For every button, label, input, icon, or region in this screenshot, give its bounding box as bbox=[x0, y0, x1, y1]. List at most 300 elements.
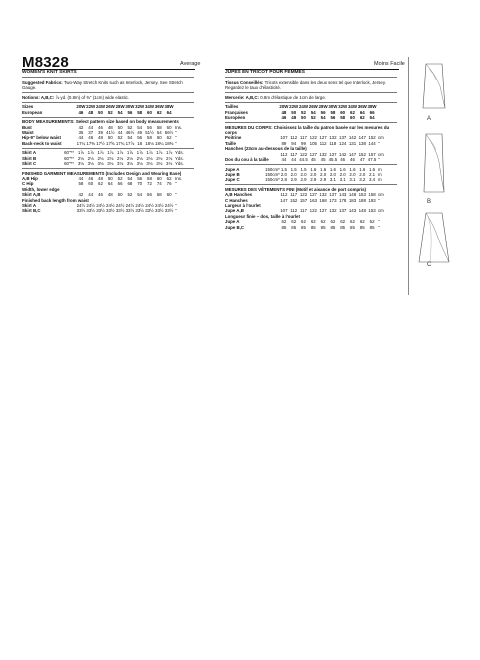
table-cell: 122 bbox=[299, 192, 308, 198]
table-cell: 1.6 bbox=[320, 166, 327, 172]
table-cell: 2.9 bbox=[290, 177, 297, 183]
table-cell: 178 bbox=[339, 197, 347, 203]
table-cell: 107 bbox=[280, 208, 288, 214]
table-cell: 24W bbox=[95, 104, 105, 110]
row-label: Jupe B,C bbox=[225, 224, 245, 230]
table-row bbox=[225, 225, 397, 230]
table-cell: 2⅛ bbox=[156, 155, 163, 161]
table-cell: 62 bbox=[330, 219, 336, 225]
table-cell: 54 bbox=[127, 135, 133, 141]
table-cell: 3.1 bbox=[339, 177, 346, 183]
table-cell: 20W bbox=[279, 104, 289, 110]
table-cell: 32W bbox=[338, 104, 348, 110]
table-cell: 56 bbox=[137, 176, 143, 182]
table-cell: 48 bbox=[98, 176, 103, 182]
table-cell: 33½ bbox=[145, 208, 154, 214]
row-unit: " bbox=[174, 135, 177, 141]
table-cell: 2⅛ bbox=[107, 155, 114, 161]
table-cell: 64 bbox=[107, 181, 113, 187]
table-cell: 64 bbox=[359, 109, 365, 115]
table-cell: 112 bbox=[319, 140, 327, 146]
table-cell: 62 bbox=[98, 181, 103, 187]
table-cell: 35 bbox=[78, 129, 84, 135]
table-cell: 24½ bbox=[76, 203, 86, 209]
table-cell: 44 bbox=[88, 192, 94, 198]
row-unit: " bbox=[174, 129, 177, 135]
table-cell: 42 bbox=[78, 192, 84, 198]
table-cell: 85 bbox=[291, 224, 297, 230]
difficulty-fr: Moins Facile bbox=[374, 61, 405, 67]
table-cell: 33½ bbox=[115, 208, 125, 214]
table-cell: 66 bbox=[117, 181, 123, 187]
table-cell: 48 bbox=[281, 109, 287, 115]
table-cell: 46 bbox=[88, 135, 94, 141]
table-cell: 28W bbox=[318, 104, 328, 110]
table-cell: 24½ bbox=[135, 203, 144, 209]
table-cell: 148 bbox=[358, 208, 366, 214]
row-unit: cm bbox=[377, 135, 384, 141]
row-unit: cm bbox=[377, 192, 384, 198]
en-title: WOMEN'S KNIT SKIRTS bbox=[22, 70, 77, 75]
table-cell: 50 bbox=[107, 176, 113, 182]
table-cell: 17½ bbox=[96, 140, 105, 146]
row-label: European bbox=[22, 109, 43, 115]
table-cell: 183 bbox=[348, 197, 357, 203]
table-cell: 18 bbox=[137, 140, 143, 146]
table-cell: 54 bbox=[320, 114, 326, 120]
table-cell: 1.5 bbox=[300, 166, 307, 172]
row-label: Skirt A,B bbox=[22, 192, 41, 198]
table-cell: 38W bbox=[367, 104, 377, 110]
table-cell: 153 bbox=[368, 208, 376, 214]
table-cell: 2.9 bbox=[320, 177, 327, 183]
row-label: Taille bbox=[225, 140, 236, 146]
fabric-width: 150cm* bbox=[265, 171, 280, 177]
table-cell: 58 bbox=[78, 181, 84, 187]
table-cell: 143 bbox=[339, 192, 347, 198]
table-cell: 3⅛ bbox=[166, 161, 173, 167]
table-cell: 62 bbox=[350, 109, 355, 115]
table-cell: 173 bbox=[329, 197, 337, 203]
fr-size-table bbox=[225, 104, 397, 120]
table-cell: 85 bbox=[340, 224, 346, 230]
en-yardage-table bbox=[22, 150, 194, 166]
row-label: Skirt C bbox=[22, 161, 37, 167]
table-cell: 17⅞ bbox=[125, 140, 135, 146]
table-cell: 85 bbox=[330, 224, 336, 230]
table-cell: 24½ bbox=[145, 203, 154, 209]
table-cell: 17¼ bbox=[76, 140, 86, 146]
table-cell: 58 bbox=[147, 176, 152, 182]
table-cell: 48 bbox=[98, 135, 103, 141]
table-cell: 52 bbox=[127, 192, 133, 198]
table-cell: 46 bbox=[340, 156, 346, 162]
table-cell: 48 bbox=[107, 192, 113, 198]
table-cell: 24½ bbox=[86, 203, 95, 209]
table-cell: 1⅞ bbox=[126, 150, 133, 156]
table-cell: 41½ bbox=[106, 129, 115, 135]
table-cell: 2.0 bbox=[280, 171, 287, 177]
table-cell: 46 bbox=[281, 114, 287, 120]
table-cell: 50 bbox=[117, 124, 123, 130]
table-cell: 1⅞ bbox=[107, 150, 114, 156]
table-cell: 48 bbox=[107, 124, 113, 130]
row-unit: " bbox=[174, 203, 177, 209]
fr-body-table bbox=[225, 135, 397, 146]
table-cell: 112 bbox=[280, 192, 288, 198]
table-cell: 2.9 bbox=[310, 177, 317, 183]
fr-width-title: Largeur à l'ourlet bbox=[225, 203, 261, 209]
table-cell: 193 bbox=[368, 197, 376, 203]
table-cell: 2⅛ bbox=[77, 155, 84, 161]
table-cell: 131 bbox=[348, 140, 357, 146]
table-cell: 62 bbox=[359, 219, 365, 225]
table-cell: 60 bbox=[166, 192, 172, 198]
table-cell: 127 bbox=[319, 208, 327, 214]
sketch-divider bbox=[408, 57, 409, 295]
table-cell: 58 bbox=[340, 114, 346, 120]
table-cell: 2⅛ bbox=[126, 155, 133, 161]
table-cell: 60 bbox=[147, 109, 152, 115]
row-unit: cm bbox=[377, 151, 384, 157]
table-row bbox=[22, 161, 194, 166]
table-cell: 2.0 bbox=[320, 171, 327, 177]
fr-finished-title: MESURES DES VÊTEMENTS FINI (Motif et aisance de port compris) bbox=[225, 186, 367, 192]
table-cell: 137 bbox=[339, 135, 347, 141]
table-cell: 74 bbox=[156, 181, 162, 187]
table-cell: 1⅞ bbox=[156, 150, 163, 156]
fr-body-title: MESURES DU CORPS: Choisissez la taille du patron basée sur les mesures du corps bbox=[225, 124, 390, 135]
table-cell: 44 bbox=[78, 176, 84, 182]
difficulty-en: Average bbox=[180, 61, 201, 67]
table-cell: 144 bbox=[368, 140, 376, 146]
table-cell: 153 bbox=[358, 192, 366, 198]
table-cell: 26W bbox=[105, 104, 115, 110]
table-cell: 2.9 bbox=[300, 177, 307, 183]
row-label: Skirt B,C bbox=[22, 208, 41, 214]
table-cell: 30W bbox=[125, 104, 135, 110]
table-cell: 45.5 bbox=[328, 156, 338, 162]
table-cell: 1.5 bbox=[280, 166, 287, 172]
table-cell: 147 bbox=[348, 151, 357, 157]
row-unit: " bbox=[377, 140, 380, 146]
table-cell: 117 bbox=[299, 135, 307, 141]
table-cell: 18⅜ bbox=[164, 140, 174, 146]
table-cell: 138 bbox=[358, 140, 366, 146]
table-row bbox=[225, 157, 397, 162]
row-label: Skirt A bbox=[22, 203, 36, 209]
table-cell: 62 bbox=[320, 219, 326, 225]
table-cell: 38W bbox=[164, 104, 174, 110]
table-cell: 2.8 bbox=[280, 177, 287, 183]
en-fabrics: Suggested Fabrics: Two-Way Stretch Knits such as Interlock, Jersey. See Stretch Gauge. bbox=[22, 79, 183, 90]
table-cell: 46 bbox=[78, 109, 84, 115]
table-cell: 152 bbox=[358, 151, 366, 157]
table-cell: 52 bbox=[107, 109, 113, 115]
table-cell: 99 bbox=[301, 140, 306, 146]
table-cell: 49 bbox=[137, 129, 143, 135]
table-cell: 56 bbox=[137, 135, 143, 141]
row-label: A,B Hanches bbox=[225, 192, 253, 198]
table-cell: 152 bbox=[290, 197, 298, 203]
table-cell: 127 bbox=[319, 135, 327, 141]
table-cell: 124 bbox=[339, 140, 347, 146]
table-cell: 122 bbox=[309, 208, 317, 214]
table-cell: 66 bbox=[369, 109, 375, 115]
table-cell: 50 bbox=[98, 109, 103, 115]
en-finished-title: FINISHED GARMENT MEASUREMENTS (Includes Design and Wearing Ease) bbox=[22, 170, 182, 176]
table-cell: 24½ bbox=[106, 203, 115, 209]
en-length-title: Finished back length from waist bbox=[22, 197, 89, 203]
table-cell: 44 bbox=[281, 156, 287, 162]
table-cell: 1.6 bbox=[339, 166, 346, 172]
en-finished-width bbox=[22, 192, 194, 197]
table-cell: 117 bbox=[290, 192, 298, 198]
size-row bbox=[22, 110, 194, 115]
fr-dos-row bbox=[225, 157, 397, 162]
table-cell: 60 bbox=[340, 109, 346, 115]
row-label: Poitrine bbox=[225, 135, 242, 141]
table-cell: 85 bbox=[359, 224, 365, 230]
table-cell: 46½ bbox=[125, 129, 135, 135]
table-cell: 148 bbox=[348, 192, 357, 198]
table-cell: 76 bbox=[166, 181, 172, 187]
table-cell: 52 bbox=[310, 114, 316, 120]
row-unit: Yds. bbox=[174, 161, 184, 167]
table-cell: 2.0 bbox=[339, 171, 346, 177]
table-cell: 137 bbox=[329, 192, 337, 198]
table-cell: 18⅛ bbox=[145, 140, 154, 146]
table-cell: 20W bbox=[76, 104, 86, 110]
table-cell: 50 bbox=[301, 114, 306, 120]
table-cell: 33½ bbox=[76, 208, 86, 214]
row-label: Waist bbox=[22, 129, 34, 135]
table-cell: 46 bbox=[350, 156, 355, 162]
table-cell: 112 bbox=[290, 208, 298, 214]
table-cell: 34W bbox=[347, 104, 357, 110]
table-cell: 3.1 bbox=[329, 177, 336, 183]
fr-hanches-title: Hanches (23cm au-dessous de la taille) bbox=[225, 146, 307, 152]
table-cell: 24½ bbox=[96, 203, 105, 209]
table-cell: 85 bbox=[281, 224, 287, 230]
row-unit: cm bbox=[377, 208, 384, 214]
table-cell: 137 bbox=[339, 208, 347, 214]
table-cell: 24½ bbox=[125, 203, 135, 209]
table-cell: 22W bbox=[86, 104, 96, 110]
row-label: Skirt B bbox=[22, 155, 37, 161]
en-finished-length bbox=[22, 203, 194, 214]
en-body-title: BODY MEASUREMENTS: Select pattern size based on body measurements bbox=[22, 119, 179, 125]
row-label: Jupe B bbox=[225, 171, 240, 177]
en-body-table bbox=[22, 125, 194, 147]
table-cell: 56 bbox=[147, 192, 152, 198]
table-cell: 54 bbox=[137, 192, 143, 198]
table-cell: 3⅛ bbox=[77, 161, 84, 167]
table-cell: 105 bbox=[309, 140, 317, 146]
row-label: Bust bbox=[22, 124, 32, 130]
table-cell: 56 bbox=[330, 114, 336, 120]
skirt-b-sketch bbox=[416, 130, 452, 196]
row-unit: Yds. bbox=[174, 150, 184, 156]
english-column bbox=[22, 69, 194, 214]
table-cell: 3.2 bbox=[359, 177, 366, 183]
table-cell: 132 bbox=[329, 208, 337, 214]
table-cell: 1⅞ bbox=[146, 150, 153, 156]
table-cell: 62 bbox=[350, 219, 355, 225]
row-unit: " bbox=[174, 192, 177, 198]
table-cell: 18¼ bbox=[155, 140, 164, 146]
size-row bbox=[225, 115, 397, 120]
table-cell: 52 bbox=[301, 109, 306, 115]
table-cell: 68 bbox=[127, 181, 133, 187]
table-cell: 62 bbox=[166, 176, 172, 182]
row-label: Jupe A bbox=[225, 219, 240, 225]
table-cell: 62 bbox=[156, 109, 162, 115]
french-column bbox=[225, 69, 397, 230]
table-cell: 147 bbox=[358, 135, 366, 141]
table-cell: 33½ bbox=[96, 208, 105, 214]
table-cell: 62 bbox=[281, 219, 287, 225]
table-cell: 36W bbox=[357, 104, 367, 110]
row-label: Back-neck to waist bbox=[22, 140, 62, 146]
row-label: Jupe C bbox=[225, 177, 240, 183]
table-cell: 132 bbox=[329, 135, 337, 141]
table-cell: 28W bbox=[115, 104, 125, 110]
fabric-width: 60"** bbox=[64, 150, 74, 156]
view-label-a: A bbox=[427, 116, 432, 122]
table-cell: 1⅞ bbox=[97, 150, 104, 156]
table-cell: 89 bbox=[281, 140, 287, 146]
row-label: Sizes bbox=[22, 104, 34, 110]
table-cell: 143 bbox=[348, 208, 357, 214]
table-cell: 24½ bbox=[115, 203, 125, 209]
table-cell: 64 bbox=[166, 109, 172, 115]
table-cell: 52 bbox=[127, 124, 133, 130]
table-cell: 51½ bbox=[145, 129, 154, 135]
table-cell: 37 bbox=[88, 129, 94, 135]
table-row bbox=[22, 208, 194, 213]
table-cell: 137 bbox=[329, 151, 337, 157]
table-cell: 62 bbox=[359, 114, 365, 120]
table-cell: 44 bbox=[88, 124, 94, 130]
table-cell: 47.5 bbox=[367, 156, 377, 162]
table-cell: 132 bbox=[319, 151, 327, 157]
table-cell: 1⅞ bbox=[166, 150, 173, 156]
table-cell: 2.1 bbox=[369, 171, 376, 177]
fabric-width: 150cm* bbox=[265, 177, 280, 183]
table-cell: 122 bbox=[309, 135, 317, 141]
table-cell: 56 bbox=[320, 109, 326, 115]
table-cell: 60 bbox=[166, 124, 172, 130]
table-cell: 45 bbox=[320, 156, 326, 162]
table-cell: 32W bbox=[135, 104, 145, 110]
table-cell: 3⅛ bbox=[87, 161, 94, 167]
table-cell: 2⅛ bbox=[146, 155, 153, 161]
table-cell: 1⅞ bbox=[117, 150, 124, 156]
table-cell: 17⅜ bbox=[86, 140, 95, 146]
table-cell: 3⅛ bbox=[117, 161, 124, 167]
table-cell: 2⅛ bbox=[166, 155, 173, 161]
table-cell: 33½ bbox=[106, 208, 115, 214]
table-cell: 118 bbox=[329, 140, 337, 146]
table-cell: 56 bbox=[127, 109, 133, 115]
table-cell: 1⅞ bbox=[77, 150, 84, 156]
row-label: Hip-9" below waist bbox=[22, 135, 61, 141]
table-cell: 3.1 bbox=[349, 177, 356, 183]
table-cell: 3⅛ bbox=[146, 161, 153, 167]
table-cell: 1.6 bbox=[329, 166, 336, 172]
table-cell: 3⅛ bbox=[107, 161, 114, 167]
table-cell: 54 bbox=[310, 109, 316, 115]
table-cell: 117 bbox=[290, 151, 298, 157]
en-notions: Notions: A,B,C: ⅞ yd. (0.8m) of ⅜" (1cm) wide elastic. bbox=[22, 94, 130, 100]
table-cell: 142 bbox=[348, 135, 357, 141]
pattern-number: M8328 bbox=[22, 54, 69, 71]
table-cell: 46 bbox=[98, 192, 103, 198]
table-cell: 142 bbox=[339, 151, 347, 157]
table-cell: 2⅛ bbox=[136, 155, 143, 161]
en-width-title: Width, lower edge bbox=[22, 186, 60, 192]
table-cell: 127 bbox=[309, 192, 317, 198]
table-cell: 54 bbox=[117, 109, 123, 115]
table-cell: 157 bbox=[368, 151, 376, 157]
table-cell: 2.0 bbox=[329, 171, 336, 177]
table-cell: 1⅞ bbox=[87, 150, 94, 156]
table-cell: 33½ bbox=[164, 208, 174, 214]
row-label: C Hip bbox=[22, 181, 34, 187]
table-cell: 33½ bbox=[155, 208, 164, 214]
table-cell: 60 bbox=[350, 114, 355, 120]
table-cell: 2⅛ bbox=[117, 155, 124, 161]
table-cell: 3⅛ bbox=[97, 161, 104, 167]
table-cell: 158 bbox=[368, 192, 376, 198]
table-cell: 85 bbox=[320, 224, 326, 230]
table-cell: 54 bbox=[127, 176, 133, 182]
row-unit: Yds. bbox=[174, 155, 184, 161]
fr-finished-length bbox=[225, 219, 397, 230]
table-cell: 54 bbox=[156, 129, 162, 135]
table-cell: 44 bbox=[117, 129, 123, 135]
table-cell: 107 bbox=[280, 135, 288, 141]
table-cell: 85 bbox=[350, 224, 355, 230]
table-cell: 132 bbox=[319, 192, 327, 198]
table-cell: 26W bbox=[308, 104, 318, 110]
table-cell: 58 bbox=[137, 109, 143, 115]
table-cell: 188 bbox=[358, 197, 366, 203]
table-cell: 54 bbox=[137, 124, 143, 130]
table-cell: 85 bbox=[310, 224, 316, 230]
view-label-c: C bbox=[427, 262, 432, 268]
row-unit: " bbox=[377, 197, 380, 203]
table-cell: 3⅛ bbox=[136, 161, 143, 167]
row-unit: Ins. bbox=[174, 176, 183, 182]
table-cell: 1.6 bbox=[359, 166, 366, 172]
table-cell: 39 bbox=[98, 129, 103, 135]
row-label: Tailles bbox=[225, 104, 239, 110]
table-cell: 58 bbox=[330, 109, 336, 115]
skirt-a-sketch bbox=[416, 60, 452, 114]
row-unit: Ins. bbox=[174, 124, 183, 130]
table-cell: 60 bbox=[88, 181, 94, 187]
row-unit: " bbox=[377, 219, 380, 225]
table-cell: 24½ bbox=[155, 203, 164, 209]
table-cell: 47 bbox=[359, 156, 365, 162]
table-cell: 2.0 bbox=[310, 171, 317, 177]
table-cell: 17¾ bbox=[115, 140, 125, 146]
table-cell: 52 bbox=[117, 176, 123, 182]
table-cell: 60 bbox=[156, 176, 162, 182]
table-cell: 24½ bbox=[164, 203, 174, 209]
